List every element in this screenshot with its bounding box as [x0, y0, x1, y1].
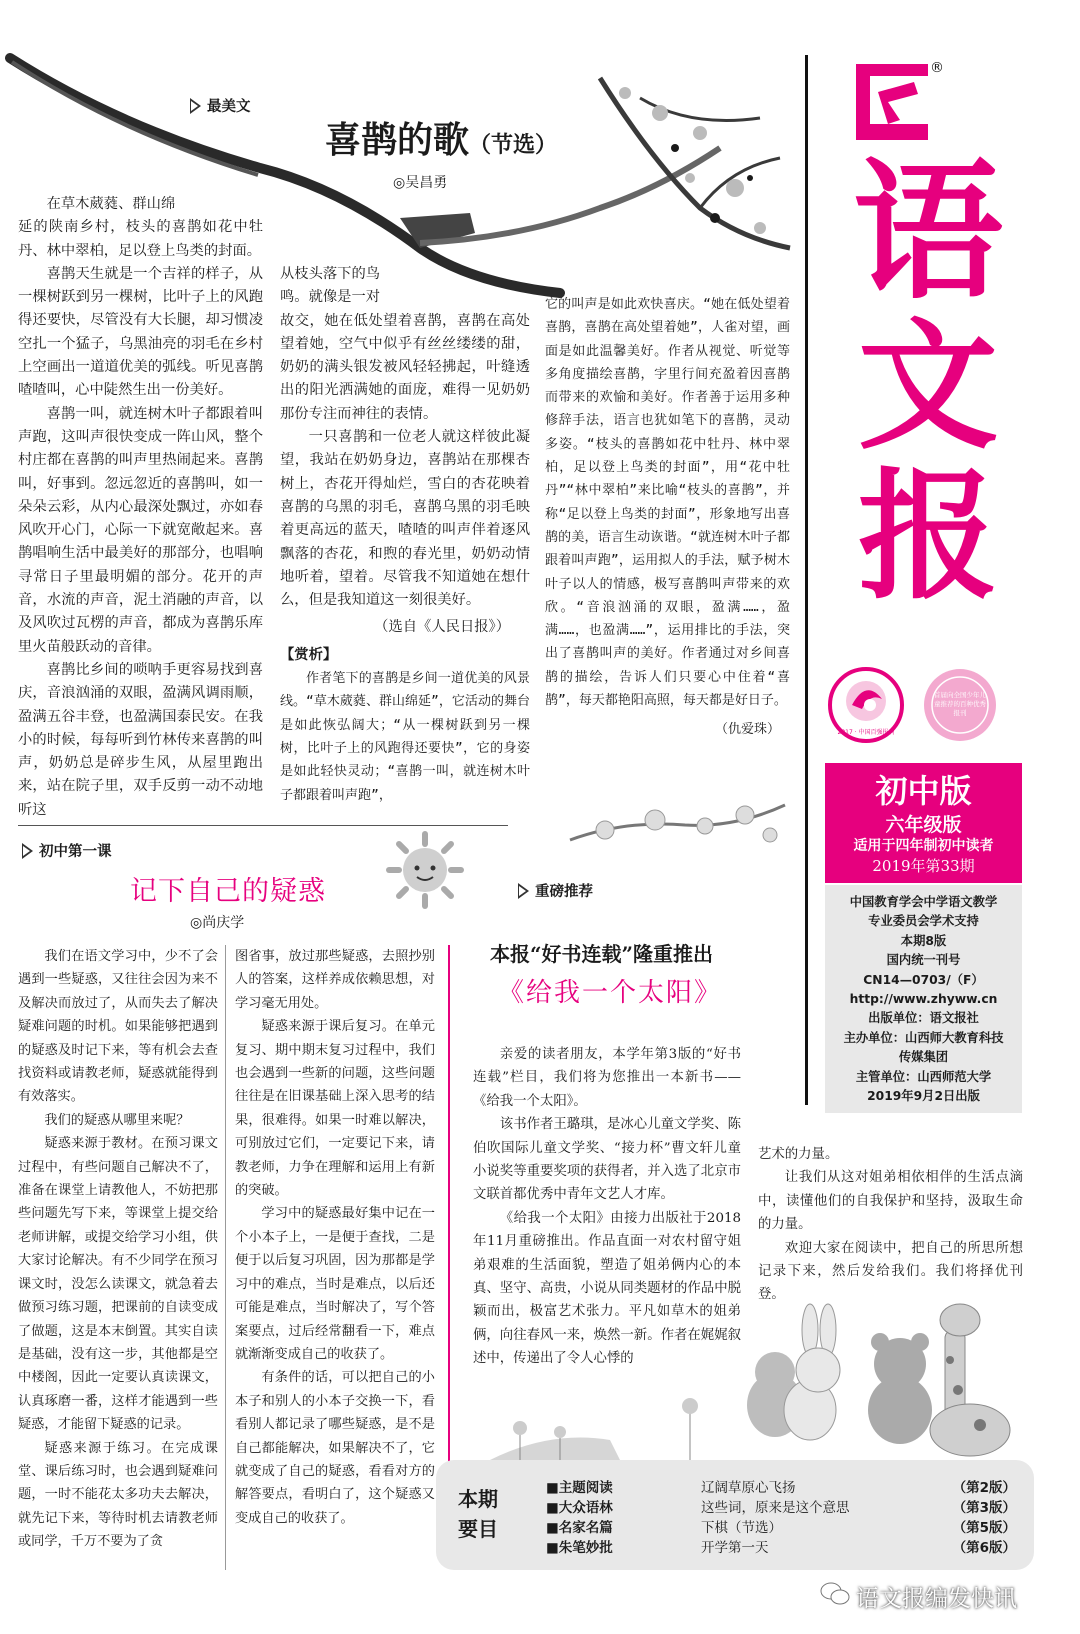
- toc-item[interactable]: [546, 1516, 1016, 1536]
- wechat-watermark: [820, 1580, 1017, 1613]
- issue-number: 2019年第33期: [872, 857, 975, 875]
- comment-paragraph: 它的叫声是如此欢快喜庆。“她在低处望着喜鹊，喜鹊在高处望着她”，人雀对望，画面是如此温馨美好。作者从视觉、听觉等多角度描绘喜鹊，字里行间充盈着因喜鹊而带来的欢愉和美好。作者善于运用多种修辞手法，语言也犹如笔下的喜鹊，灵动多姿。“枝头的喜鹊如花中牡丹、林中翠柏，足以登上鸟类的封面”，用“花中牡丹”“林中翠柏”来比喻“枝头的喜鹊”，并称“足以登上鸟类的封面”，形象地写出喜鹊的美，语言生动诙谐。“就连树木叶子都跟着叫声跑”，运用拟人的手法，赋予树木叶子以人的情感，极写喜鹊叫声带来的欢欣。“音浪汹涌的双眼，盈满……，盈满……，也盈满……”，运用排比的手法，突出了喜鹊叫声的美好。作者通过对乡间喜鹊的描绘，告诉人们只要心中住着“喜鹊”，每天都艳阳高照，每天都是好日子。: [545, 297, 790, 709]
- masthead-char: 文: [857, 305, 998, 469]
- article-source: （选自《人民日报》）: [374, 619, 510, 636]
- masthead-logo: [852, 62, 932, 142]
- watermark-text: 语文报编发快讯: [856, 1586, 1017, 1612]
- toc-column: ■大众语林: [546, 1500, 613, 1516]
- info-line: 国内统一刊号: [886, 953, 961, 968]
- wechat-icon: [820, 1581, 850, 1613]
- paragraph: 喜鹊天生就是一个吉祥的样子，从一棵树跃到另一棵树，比叶子上的风跑得还要快，尽管没有大长腿，却习惯凌空扎一个猛子，乌黑油亮的羽毛在乡村上空画出一道道优美的弧线。听见喜鹊喳喳叫，心中陡然生出一份美好。: [18, 265, 263, 399]
- paragraph: 在草木葳蕤、群山绵: [46, 196, 176, 212]
- edition-panel: [825, 763, 1022, 883]
- article3-col2: [758, 1143, 1023, 1307]
- article2-title: 记下自己的疑惑: [130, 876, 326, 907]
- paragraph: 我们的疑惑从哪里来呢？: [44, 1112, 190, 1128]
- registered-mark: ®: [930, 60, 944, 76]
- article3-headline: 本报“好书连载”隆重推出: [490, 942, 714, 966]
- toc-column: ■主题阅读: [546, 1480, 613, 1496]
- triangle-icon: [22, 843, 33, 859]
- toc-title: [458, 1484, 498, 1544]
- masthead-char: 语: [852, 144, 1003, 320]
- toc-article-title: 这些词，原来是这个意思: [701, 1500, 850, 1516]
- column-divider: [448, 945, 450, 1465]
- triangle-icon: [518, 883, 529, 899]
- column-divider: [225, 945, 226, 1570]
- paragraph: 欢迎大家在阅读中，把自己的所思所想记录下来，然后发给我们。我们将择优刊登。: [758, 1240, 1023, 1303]
- article1-col1: [18, 193, 263, 822]
- toc-article-title: 辽阔草原心飞扬: [701, 1480, 796, 1496]
- title-main: 喜鹊的歌: [325, 119, 470, 161]
- toc-column: ■名家名篇: [546, 1520, 613, 1536]
- edition-grade: 六年级版: [885, 814, 962, 836]
- book-title: 《给我一个太阳》: [498, 978, 723, 1008]
- cartoon-animals-illustration: [490, 1290, 1030, 1460]
- article1-col2: [280, 263, 530, 807]
- toc-title-line: 要目: [458, 1517, 498, 1541]
- comment-label: 【赏析】: [280, 646, 338, 663]
- toc-item[interactable]: [546, 1476, 1016, 1496]
- paragraph: 故交，她在低处望着喜鹊，喜鹊在高处望着她，空气中似乎有丝丝缕缕的甜，奶奶的满头银发被风轻轻拂起，叶缝透出的阳光洒满她的面庞，难得一见奶奶那份专注而神往的表情。: [280, 312, 530, 422]
- info-line: 主管单位：山西师范大学: [855, 1069, 992, 1084]
- toc-article-title: 开学第一天: [701, 1540, 769, 1556]
- comment-paragraph: 作者笔下的喜鹊是乡间一道优美的风景线。“草木葳蕤、群山绵延”，它活动的舞台是如此恢弘阔大；“从一棵树跃到另一棵树，比叶子上的风跑得还要快”，它的身姿是如此轻快灵动；“喜鹊一叫，就连树木叶子都跟着叫声跑”，: [280, 671, 530, 803]
- masthead-title: [848, 144, 1008, 619]
- toc-item[interactable]: [546, 1536, 1016, 1556]
- badge-recommended-text: 首届向全国少年儿童推荐的百种优秀报刊: [934, 691, 986, 717]
- badge-recommended: [920, 665, 1000, 745]
- paragraph: 我们在语文学习中，少不了会遇到一些疑惑，又往往会因为来不及解决而放过了，从而失去了解决疑难问题的时机。如果能够把遇到的疑惑及时记下来，等有机会去查找资料或请教老师，疑惑就能得到有效落实。: [18, 949, 218, 1105]
- section-label-featured: 重磅推荐: [518, 880, 593, 901]
- paragraph: 学习中的疑惑最好集中记在一个小本子上，一是便于查找，二是便于以后复习巩固，因为那都是学习中的难点，当时是难点，以后还可能是难点，当时解决了，写个答案要点，过后经常翻看一下，难点就渐渐变成自己的收获了。: [235, 1206, 435, 1362]
- paragraph: 疑惑来源于教材。在预习课文过程中，有些问题自己解决不了，准备在课堂上请教他人，不妨把那些问题先写下来，等课堂上提交给老师讲解，或提交给学习小组，供大家讨论解决。有不少同学在预习课文时，没怎么读课文，就急着去做预习练习题，把课前的自读变成了做题，这是本末倒置。其实自读是基础，没有这一步，其他都是空中楼阁，因此一定要认真读课文，认真琢磨一番，这样才能遇到一些疑惑，才能留下疑惑的记录。: [18, 1136, 218, 1433]
- paragraph: 图省事，放过那些疑惑，去照抄别人的答案，这样养成依赖思想，对学习毫无用处。: [235, 949, 435, 1011]
- masthead-char: 报: [857, 455, 998, 619]
- paragraph: 疑惑来源于练习。在完成课堂、课后练习时，也会遇到疑难问题，一时不能花太多功夫去解决，就先记下来，等待时机去请教老师或同学，千万不要为了贪: [18, 1440, 218, 1550]
- paragraph: 鸣。就像是一对: [280, 289, 381, 306]
- paragraph: 喜鹊比乡间的唢呐手更容易找到喜庆，音浪汹涌的双眼，盈满风调雨顺，盈满五谷丰登，也盈满国泰民安。在我小的时候，每每听到竹林传来喜鹊的叫声，奶奶总是碎步生风，从屋里跑出来，站在院子里，双手反剪一动不动地听这: [18, 661, 263, 818]
- paragraph: 喜鹊一叫，就连树木叶子都跟着叫声跑，这叫声很快变成一阵山风，整个村庄都在喜鹊的叫声里热闹起来。喜鹊叫，好事到。忽远忽近的喜鹊叫，如一朵朵云彩，从内心最深处飘过，亦如春风吹开心门，心际一下就宽敞起来。喜鹊唱响生活中最美好的那部分，也唱响寻常日子里最明媚的部分。花开的声音，水流的声音，泥土消融的声音，以及风吹过瓦楞的声音，都成为喜鹊乐库里火苗般跃动的音律。: [18, 405, 263, 655]
- toc-item[interactable]: [546, 1496, 1016, 1516]
- article2-author: ◎尚庆学: [190, 915, 245, 931]
- article2-col1: [18, 945, 218, 1554]
- info-line: http://www.zhyww.cn: [849, 992, 998, 1007]
- paragraph: 延的陕南乡村，枝头的喜鹊如花中牡丹、林中翠柏，足以登上鸟类的封面。: [18, 219, 263, 259]
- toc-article-title: 下棋（节选）: [701, 1520, 782, 1536]
- paragraph: 该书作者王璐琪，是冰心儿童文学奖、陈伯吹国际儿童文学奖、“接力杯”曹文轩儿童小说奖等重要奖项的获得者，并入选了北京市文联首都优秀中青年文艺人才库。: [473, 1117, 741, 1203]
- info-line: 本期8版: [900, 933, 947, 948]
- paragraph: 《给我一个太阳》由接力出版社于2018年11月重磅推出。作品直面一对农村留守姐弟艰难的生活面貌，塑造了姐弟俩内心的本真、坚守、高贵，小说从同类题材的作品中脱颖而出，极富艺术张力。平凡如草木的姐弟俩，向往春风一来，焕然一新。作者在娓娓叙述中，传递出了令人心悸的: [473, 1210, 741, 1367]
- info-line: 专业委员会学术支持: [868, 914, 979, 929]
- article-title: [325, 112, 557, 163]
- sun-illustration: [385, 830, 465, 910]
- toc-page: （第6版）: [952, 1540, 1016, 1556]
- article-author: ◎吴昌勇: [393, 175, 448, 191]
- edition-name: 初中版: [875, 772, 972, 810]
- article2-col2: [235, 945, 435, 1530]
- paragraph: 艺术的力量。: [758, 1147, 839, 1162]
- edition-audience: 适用于四年制初中读者: [853, 838, 994, 854]
- info-line: 出版单位：语文报社: [868, 1011, 979, 1026]
- column-divider: [805, 55, 808, 1105]
- badge-top100-text: 2017 · 中国百强报刊: [837, 729, 895, 736]
- paragraph: 让我们从这对姐弟相依相伴的生活点滴中，读懂他们的自我保护和坚持，汲取生命的力量。: [758, 1170, 1023, 1233]
- article1-col3: [545, 293, 790, 742]
- toc-page: （第5版）: [952, 1520, 1016, 1536]
- badge-top100: [826, 665, 906, 745]
- section-label-best-prose: 最美文: [190, 95, 251, 116]
- comment-author: （仇爱珠）: [714, 722, 780, 738]
- paragraph: 疑惑来源于课后复习。在单元复习、期中期末复习过程中，我们也会遇到一些新的问题，这些问题往往是在旧课基础上深入思考的结果，很难得。如果一时难以解决，可别放过它们，一定要记下来，请教老师，力争在理解和运用上有新的突破。: [235, 1019, 435, 1199]
- paragraph: 从枝头落下的鸟: [280, 266, 381, 282]
- section-divider: [18, 825, 508, 826]
- toc-title-line: 本期: [458, 1487, 498, 1511]
- triangle-icon: [190, 98, 201, 114]
- toc-page: （第3版）: [952, 1500, 1016, 1516]
- paragraph: 有条件的话，可以把自己的小本子和别人的小本子交换一下，看看别人都记录了哪些疑惑，是不是自己都能解决，如果解决不了，它就变成了自己的疑惑，看看对方的解答要点，看明白了，这个疑惑又变成自己的收获了。: [235, 1370, 435, 1526]
- toc-column: ■朱笔妙批: [546, 1540, 613, 1556]
- toc-page: （第2版）: [952, 1480, 1016, 1496]
- section-label-first-lesson: 初中第一课: [22, 840, 112, 861]
- info-line: 传媒集团: [898, 1050, 949, 1065]
- title-note: （节选）: [469, 132, 558, 158]
- paragraph: 一只喜鹊和一位老人就这样彼此凝望，我站在奶奶身边，喜鹊站在那棵杏树上，杏花开得灿烂，雪白的杏花映着喜鹊的乌黑的羽毛，喜鹊乌黑的羽毛映着更高远的蓝天，喳喳的叫声伴着逐风飘落的杏花，和煦的春光里，奶奶动情地听着，望着。尽管我不知道她在想什么，但是我知道这一刻很美好。: [280, 429, 530, 609]
- toc-list: [546, 1476, 1016, 1556]
- info-line: CN14—0703/（F）: [863, 972, 984, 987]
- blossom-illustration: [565, 790, 790, 850]
- info-line: 主办单位：山西师大教育科技: [843, 1030, 1004, 1045]
- toc-panel: [436, 1460, 1034, 1570]
- paragraph: 亲爱的读者朋友，本学年第3版的“好书连载”栏目，我们将为您推出一本新书——《给我一个太阳》。: [473, 1047, 741, 1109]
- publication-info: [825, 885, 1022, 1113]
- info-line: 2019年9月2日出版: [867, 1089, 980, 1104]
- info-line: 中国教育学会中学语文教学: [849, 895, 998, 909]
